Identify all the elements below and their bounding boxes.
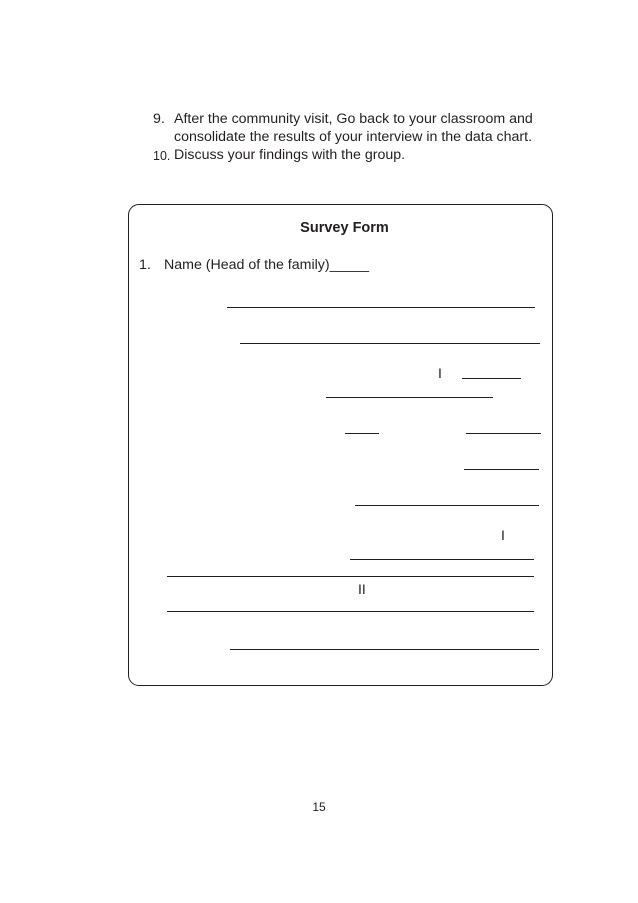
instruction-9-line-1: After the community visit, Go back to your classroom and	[174, 111, 533, 127]
blank-line	[462, 378, 521, 379]
blank-line	[350, 559, 534, 560]
blank-line	[464, 469, 539, 470]
blank-line	[355, 505, 539, 506]
blank-line	[466, 433, 541, 434]
tick-mark: I	[501, 527, 505, 543]
item-1-label: Name (Head of the family)_____	[164, 257, 370, 273]
blank-line	[240, 343, 540, 344]
blank-line	[326, 397, 493, 398]
survey-form-box	[128, 204, 553, 686]
survey-form-title: Survey Form	[300, 220, 389, 236]
tick-mark: I	[438, 365, 442, 381]
blank-line	[167, 576, 534, 577]
tick-mark: II	[358, 581, 366, 597]
instruction-10-line-1: Discuss your findings with the group.	[174, 147, 406, 163]
blank-line	[230, 649, 539, 650]
instruction-10-number: 10.	[153, 149, 171, 163]
item-1-number: 1.	[139, 257, 151, 273]
blank-line	[227, 307, 535, 308]
blank-line	[345, 433, 379, 434]
instruction-9-number: 9.	[153, 111, 165, 127]
instruction-9-line-2: consolidate the results of your interview in the data chart.	[174, 129, 533, 145]
blank-line	[167, 611, 534, 612]
page-number: 15	[312, 800, 326, 814]
